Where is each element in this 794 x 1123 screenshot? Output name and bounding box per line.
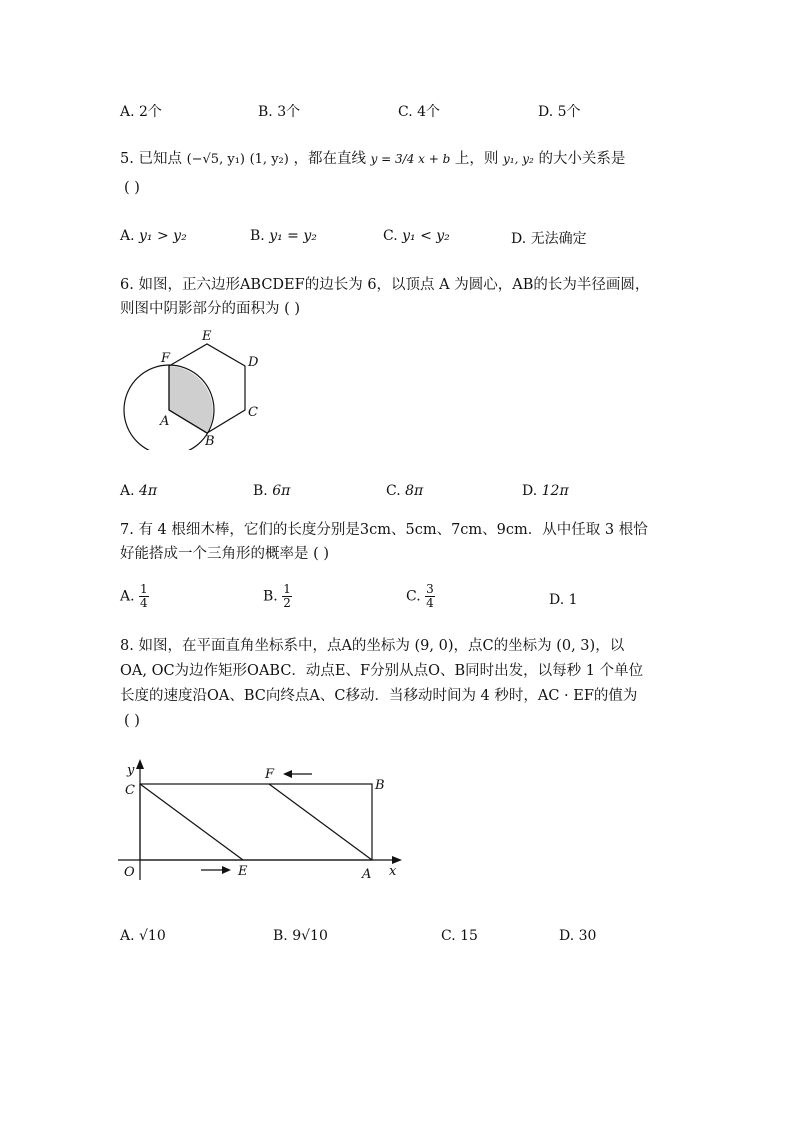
q6-option-b: B. 6π — [253, 483, 291, 499]
q6-option-a: A. 4π — [120, 483, 158, 499]
q5-text-1: 已知点 — [138, 151, 182, 167]
q5-stem — [120, 148, 625, 171]
q5-option-c: C. y₁ < y₂ — [383, 228, 450, 244]
q6-line-2: 则图中阴影部分的面积为 ( ) — [120, 301, 301, 317]
q5-option-d: D. 无法确定 — [511, 231, 587, 247]
q6-label-e: E — [202, 329, 212, 344]
q8-option-d: D. 30 — [559, 928, 597, 944]
q6-label-b: B — [205, 434, 215, 449]
q4-option-d: D. 5个 — [538, 104, 581, 120]
q6-label-d: D — [248, 355, 259, 370]
q5-text-4: 的大小关系是 — [538, 151, 626, 167]
q5-point1: (−√5, y₁) — [186, 152, 245, 167]
q8-option-b: B. 9√10 — [273, 928, 328, 944]
q8-label-b: B — [375, 778, 385, 793]
q4-option-a: A. 2个 — [120, 104, 162, 120]
q8-answer-paren: ( ) — [124, 713, 140, 729]
q6-label-a: A — [160, 414, 170, 429]
q5-answer-paren: ( ) — [124, 180, 140, 196]
q8-option-a: A. √10 — [120, 928, 166, 944]
q5-option-b: B. y₁ = y₂ — [250, 228, 317, 244]
q8-segment-ce — [140, 784, 243, 860]
q5-option-a: A. y₁ > y₂ — [120, 228, 187, 244]
q8-segment-fa — [269, 784, 372, 860]
q7-option-c: C. $\frac{3}{4}$ — [406, 582, 434, 610]
q6-option-d: D. 12π — [522, 483, 569, 499]
q8-coordinate-figure — [115, 755, 410, 885]
q4-option-c: C. 4个 — [398, 104, 441, 120]
q8-line-1: 8. 如图，在平面直角坐标系中，点A的坐标为 (9, 0)，点C的坐标为 (0, 3)，以 — [120, 638, 625, 654]
q8-label-x: x — [389, 864, 397, 879]
q4-option-b: B. 3个 — [258, 104, 301, 120]
q5-line-equation: y = 3/4 x + b — [370, 152, 451, 166]
q8-label-o: O — [124, 865, 135, 880]
q5-text-2: ，都在直线 — [293, 151, 366, 167]
q5-vars: y₁, y₂ — [503, 152, 534, 166]
q6-line-1: 6. 如图，正六边形ABCDEF的边长为 6，以顶点 A 为圆心，AB的长为半径画圆， — [120, 277, 650, 293]
q8-line-3: 长度的速度沿OA、BC向终点A、C移动．当移动时间为 4 秒时，AC · EF的值为 — [120, 688, 638, 704]
q8-rectangle — [140, 784, 372, 860]
q6-hexagon-figure — [118, 320, 278, 450]
q6-label-f: F — [161, 351, 171, 366]
q8-label-a: A — [362, 867, 372, 882]
q5-point2: (1, y₂) — [249, 152, 289, 167]
q6-option-c: C. 8π — [386, 483, 424, 499]
q5-number: 5. — [120, 151, 134, 167]
q7-line-1: 7. 有 4 根细木棒，它们的长度分别是3cm、5cm、7cm、9cm．从中任取 3 根恰 — [120, 522, 648, 538]
q7-option-a: A. $\frac{1}{4}$ — [120, 582, 148, 610]
q8-label-y: y — [127, 763, 135, 778]
q8-label-c: C — [125, 783, 135, 798]
q8-option-c: C. 15 — [441, 928, 478, 944]
q7-line-2: 好能搭成一个三角形的概率是 ( ) — [120, 546, 330, 562]
q5-text-3: 上，则 — [454, 151, 499, 167]
q8-label-f: F — [265, 767, 275, 782]
q7-option-d: D. 1 — [549, 592, 578, 608]
q6-label-c: C — [248, 405, 258, 420]
q7-option-b: B. $\frac{1}{2}$ — [263, 582, 291, 610]
q8-line-2: OA, OC为边作矩形OABC．动点E、F分别从点O、B同时出发，以每秒 1 个单位 — [120, 663, 644, 679]
q8-label-e: E — [238, 864, 248, 879]
